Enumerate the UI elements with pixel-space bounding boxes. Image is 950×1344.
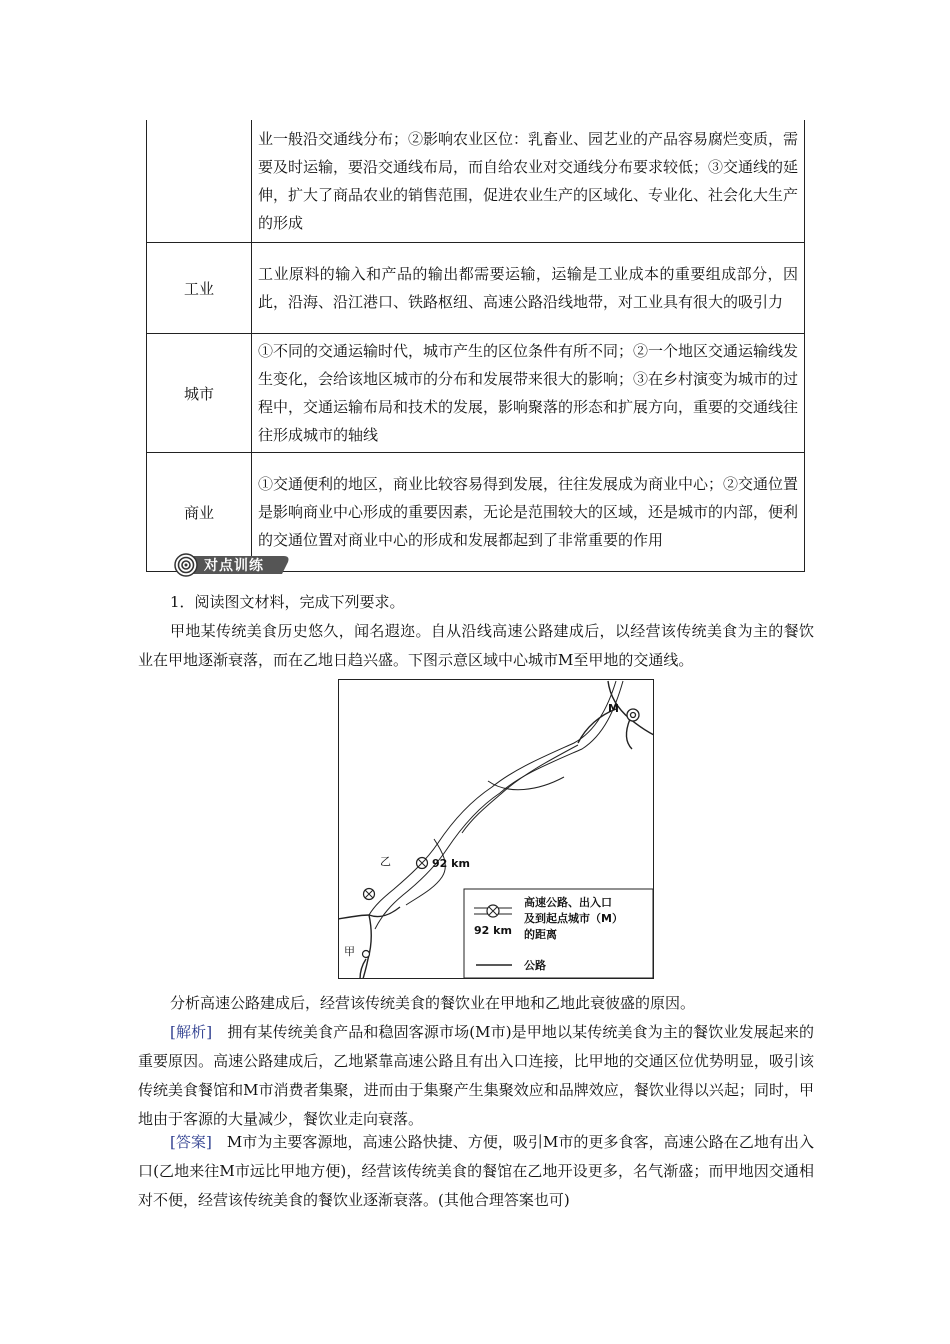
table-row: [147, 334, 805, 453]
table-category-industry: 工业: [147, 243, 252, 334]
table-cell-text: ①不同的交通运输时代，城市产生的区位条件有所不同；②一个地区交通运输线发生变化，会给该地区城市的分布和发展带来很大的影响；③在乡村演变为城市的过程中，交通运输布局和技术的发展，影响聚落的形态和扩展方向，重要的交通线往往形成城市的轴线: [252, 334, 805, 453]
table-cell-text: 工业原料的输入和产品的输出都需要运输，运输是工业成本的重要组成部分，因此，沿海、沿江港口、铁路枢纽、高速公路沿线地带，对工业具有很大的吸引力: [252, 243, 805, 334]
table-cell-text: ①交通便利的地区，商业比较容易得到发展，往往发展成为商业中心；②交通位置是影响商业中心形成的重要因素，无论是范围较大的区域，还是城市的内部，便利的交通位置对商业中心的形成和发展都起到了非常重要的作用: [252, 453, 805, 572]
answer-paragraph: [138, 1128, 814, 1215]
city-m-marker: [627, 709, 639, 721]
analysis-paragraph: [138, 1018, 814, 1134]
town-jia-marker: [363, 951, 370, 958]
legend-road-text: 公路: [524, 959, 546, 972]
analysis-tag: [解析]: [170, 1023, 213, 1041]
exit-jia-junction-marker: [364, 889, 375, 900]
table-category-city: 城市: [147, 334, 252, 453]
map-legend: [464, 889, 653, 978]
exit-yi-marker: [417, 858, 428, 869]
map-label-yi: 乙: [380, 855, 391, 868]
table-category-agriculture: [147, 120, 252, 243]
table-cell-text: 业一般沿交通线分布；②影响农业区位：乳畜业、园艺业的产品容易腐烂变质，需要及时运输，要沿交通线布局，而自给农业对交通线分布要求较低；③交通线的延伸，扩大了商品农业的销售范围，促进农业生产的区域化、专业化、社会化大生产的形成: [252, 120, 805, 243]
question-material: 甲地某传统美食历史悠久，闻名遐迩。自从沿线高速公路建成后，以经营该传统美食为主的餐饮业在甲地逐渐衰落，而在乙地日趋兴盛。下图示意区域中心城市M至甲地的交通线。: [138, 622, 814, 669]
table-row: [147, 243, 805, 334]
transport-influence-table: [146, 120, 805, 572]
legend-distance-sample: 92 km: [474, 924, 512, 937]
table-category-commerce: 商业: [147, 453, 252, 572]
map-label-m: M: [608, 702, 619, 715]
legend-exit-text-2: 及到起点城市（M）: [524, 912, 623, 925]
question-task: 分析高速公路建成后，经营该传统美食的餐饮业在甲地和乙地此衰彼盛的原因。: [170, 994, 696, 1012]
answer-text: M市为主要客源地，高速公路快捷、方便，吸引M市的更多食客，高速公路在乙地有出入口(乙地来往M市远比甲地方便)，经营该传统美食的餐馆在乙地开设更多，名气渐盛；而甲地因交通相对不便，经营该传统美食的餐饮业逐渐衰落。(其他合理答案也可): [138, 1133, 814, 1209]
transport-map-svg: [338, 679, 654, 979]
legend-exit-text-3: 的距离: [524, 928, 557, 941]
analysis-text: 拥有某传统美食产品和稳固客源市场(M市)是甲地以某传统美食为主的餐饮业发展起来的重要原因。高速公路建成后，乙地紧靠高速公路且有出入口连接，比甲地的交通区位优势明显，吸引该传统美食餐馆和M市消费者集聚，进而由于集聚产生集聚效应和品牌效应，餐饮业得以兴起；同时，甲地由于客源的大量减少，餐饮业走向衰落。: [138, 1023, 814, 1128]
legend-exit-text-1: 高速公路、出入口: [524, 896, 612, 909]
section-badge-label: 对点训练: [204, 558, 264, 574]
table-row: [147, 120, 805, 243]
question-prompt: 1．阅读图文材料，完成下列要求。: [170, 593, 405, 611]
map-distance-label: 92 km: [432, 857, 470, 870]
map-label-jia: 甲: [344, 945, 355, 958]
answer-tag: [答案]: [170, 1133, 212, 1151]
transport-map: [338, 679, 654, 979]
